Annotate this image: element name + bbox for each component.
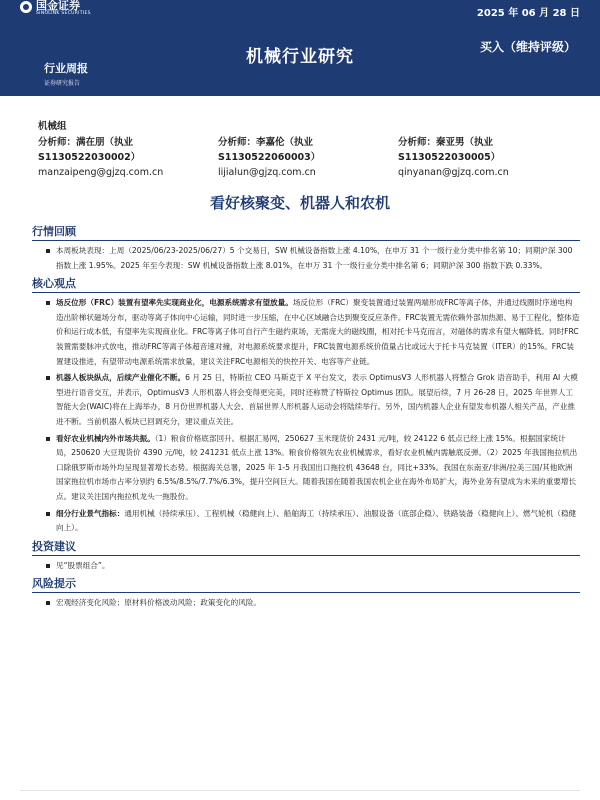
bullet-icon bbox=[46, 376, 50, 380]
section-heading: 行情回顾 bbox=[32, 223, 580, 241]
view-item-text: 场反位形（FRC）聚变装置通过装置两端形成FRC等离子体，并通过线圈时序递电构造出阶梯状磁场分布，驱动等离子体向中心运输，同时进一步压缩，在中心区域融合达到聚变反应条件。FRC装置无需依赖外部加热源、易于工程化，整体造价和运行成本低，有望率先实现商业化。FRC等离子体可自行产生磁约束场，无需庞大的磁线圈，相对托卡马克而言，对磁体的需求有望大幅降低。同时FRC装置需要脉冲式放电，推动FRC等离子体超音速对撞，对电源系统要求提升，FRC装置电源系统价值量占比或远大于托卡马克装置（ITER）的15%。FRC装置建设推进，有望带动电源系统需求放量，建议关注FRC电源相关的快控开关、电容等产业链。 bbox=[56, 298, 580, 366]
bullet-icon bbox=[46, 601, 50, 605]
view-item bbox=[32, 432, 580, 505]
bullet-icon bbox=[46, 437, 50, 441]
analyst-2 bbox=[218, 135, 398, 180]
logo-icon bbox=[20, 1, 32, 13]
rating: 买入（维持评级） bbox=[479, 40, 576, 54]
report-type: 行业周报 bbox=[44, 62, 88, 75]
analyst-3 bbox=[398, 135, 578, 180]
bullet-icon bbox=[46, 249, 50, 253]
section-views bbox=[32, 275, 580, 536]
view-item-lead: 看好农业机械内外市场共振。 bbox=[56, 433, 155, 443]
logo-cn: 国金证券 bbox=[36, 0, 80, 12]
view-item-text: 通用机械（持续承压）、工程机械（稳健向上）、船舶海工（持续承压）、油服设备（底部企稳）、铁路装备（稳健向上）、燃气轮机（稳健向上）。 bbox=[56, 508, 577, 533]
report-header bbox=[0, 0, 600, 96]
analyst-id: S1130522060003） bbox=[218, 152, 321, 163]
risk-paragraph bbox=[32, 596, 580, 611]
view-item-lead: 机器人板块纵点，后续产业催化不断。 bbox=[56, 373, 186, 383]
analyst-name: 分析师：李嘉伦（执业 bbox=[218, 137, 314, 148]
report-sub: 证券研究报告 bbox=[44, 80, 81, 87]
logo-en: SINOLINK SECURITIES bbox=[36, 11, 91, 16]
analyst-row bbox=[38, 135, 578, 180]
view-item bbox=[32, 371, 580, 429]
group-label: 机械组 bbox=[38, 121, 67, 132]
footer-divider bbox=[20, 790, 580, 791]
section-risk bbox=[32, 575, 580, 611]
bullet-icon bbox=[46, 564, 50, 568]
report-body bbox=[32, 223, 580, 613]
logo bbox=[20, 0, 91, 17]
analyst-id: S1130522030002） bbox=[38, 152, 141, 163]
section-heading: 投资建议 bbox=[32, 538, 580, 556]
section-advice bbox=[32, 538, 580, 574]
analyst-name: 分析师：秦亚男（执业 bbox=[398, 137, 494, 148]
view-item-text: （1）粮食价格底部回升。根据汇易网，250627 玉米现货价 2431 元/吨，较 24122 6 低点已经上涨 15%。根据国家统计局，250620 大豆现货价 4390 元/吨，较 241231 低点上涨 13%。粮食价格领先农业机械需求，看好农业机械内需触底反弹。（2）2025 年我国拖拉机出口除俄罗斯市场外均呈现显著增长态势。根据海关总署，2025 年 1-5 月我国出口拖拉机 43648 台，同比+33%。我国在东南亚/非洲/拉美三国/其他欧洲国家拖拉机市场市占率分别约 6.5%/8.5%/7.7%/6.3%，提升空间巨大。随着我国在随着我国农机企业在海外布局扩大，海外业务有望成为未来的重要增长点。建议关注国内拖拉机龙头一拖股份。 bbox=[56, 433, 578, 501]
analyst-1 bbox=[38, 135, 218, 180]
advice-text: 见“股票组合”。 bbox=[56, 560, 110, 570]
report-title: 机械行业研究 bbox=[246, 47, 354, 67]
section-heading: 风险提示 bbox=[32, 575, 580, 593]
review-text: 本周板块表现：上周（2025/06/23-2025/06/27）5 个交易日，SW 机械设备指数上涨 4.10%，在申万 31 个一级行业分类中排名第 10；同期沪深 300 指数上涨 1.95%。2025 年至今表现：SW 机械设备指数上涨 8.01%，在申万 31 个一级行业分类中排名第 6；同期沪深 300 指数下跌 0.33%。 bbox=[56, 246, 573, 270]
report-date: 2025 年 06 月 28 日 bbox=[476, 8, 580, 19]
analyst-email[interactable]: manzaipeng@gjzq.com.cn bbox=[38, 167, 164, 178]
section-review bbox=[32, 223, 580, 273]
view-item-lead: 细分行业景气指标： bbox=[56, 508, 125, 518]
analyst-block bbox=[38, 118, 578, 180]
section-heading: 核心观点 bbox=[32, 275, 580, 293]
logo-text bbox=[36, 0, 91, 17]
bullet-icon bbox=[46, 301, 50, 305]
analyst-email[interactable]: lijialun@gjzq.com.cn bbox=[218, 167, 316, 178]
view-item-text: 6 月 25 日，特斯拉 CEO 马斯克于 X 平台发文，表示 OptimusV3 人形机器人将整合 Grok 语音助手，利用 AI 大模型进行语音交互，并表示，OptimusV3 人形机器人将会变得更完美，同时还称赞了特斯拉 Optimus 团队。展望后续，7 月 26-28 日，2025 年世界人工智能大会(WAIC)将在上海举办，8 月份世界机器人大会、首届世界人形机器人运动会将陆续举行。另外，国内机器人企业有望发布机器人相关产品，产业推进不断。当前机器人板块已回调充分，建议重点关注。 bbox=[56, 373, 578, 426]
review-paragraph bbox=[32, 244, 580, 273]
bullet-icon bbox=[46, 512, 50, 516]
analyst-email[interactable]: qinyanan@gjzq.com.cn bbox=[398, 167, 509, 178]
risk-text: 宏观经济变化风险；原材料价格波动风险；政策变化的风险。 bbox=[56, 598, 262, 608]
document-title: 看好核聚变、机器人和农机 bbox=[209, 194, 390, 212]
analyst-id: S1130522030005） bbox=[398, 152, 501, 163]
advice-paragraph bbox=[32, 559, 580, 574]
view-item-lead: 场反位形（FRC）装置有望率先实现商业化，电源系统需求有望放量。 bbox=[56, 298, 293, 308]
view-item bbox=[32, 296, 580, 369]
view-item bbox=[32, 507, 580, 536]
analyst-name: 分析师：满在朋（执业 bbox=[38, 137, 134, 148]
